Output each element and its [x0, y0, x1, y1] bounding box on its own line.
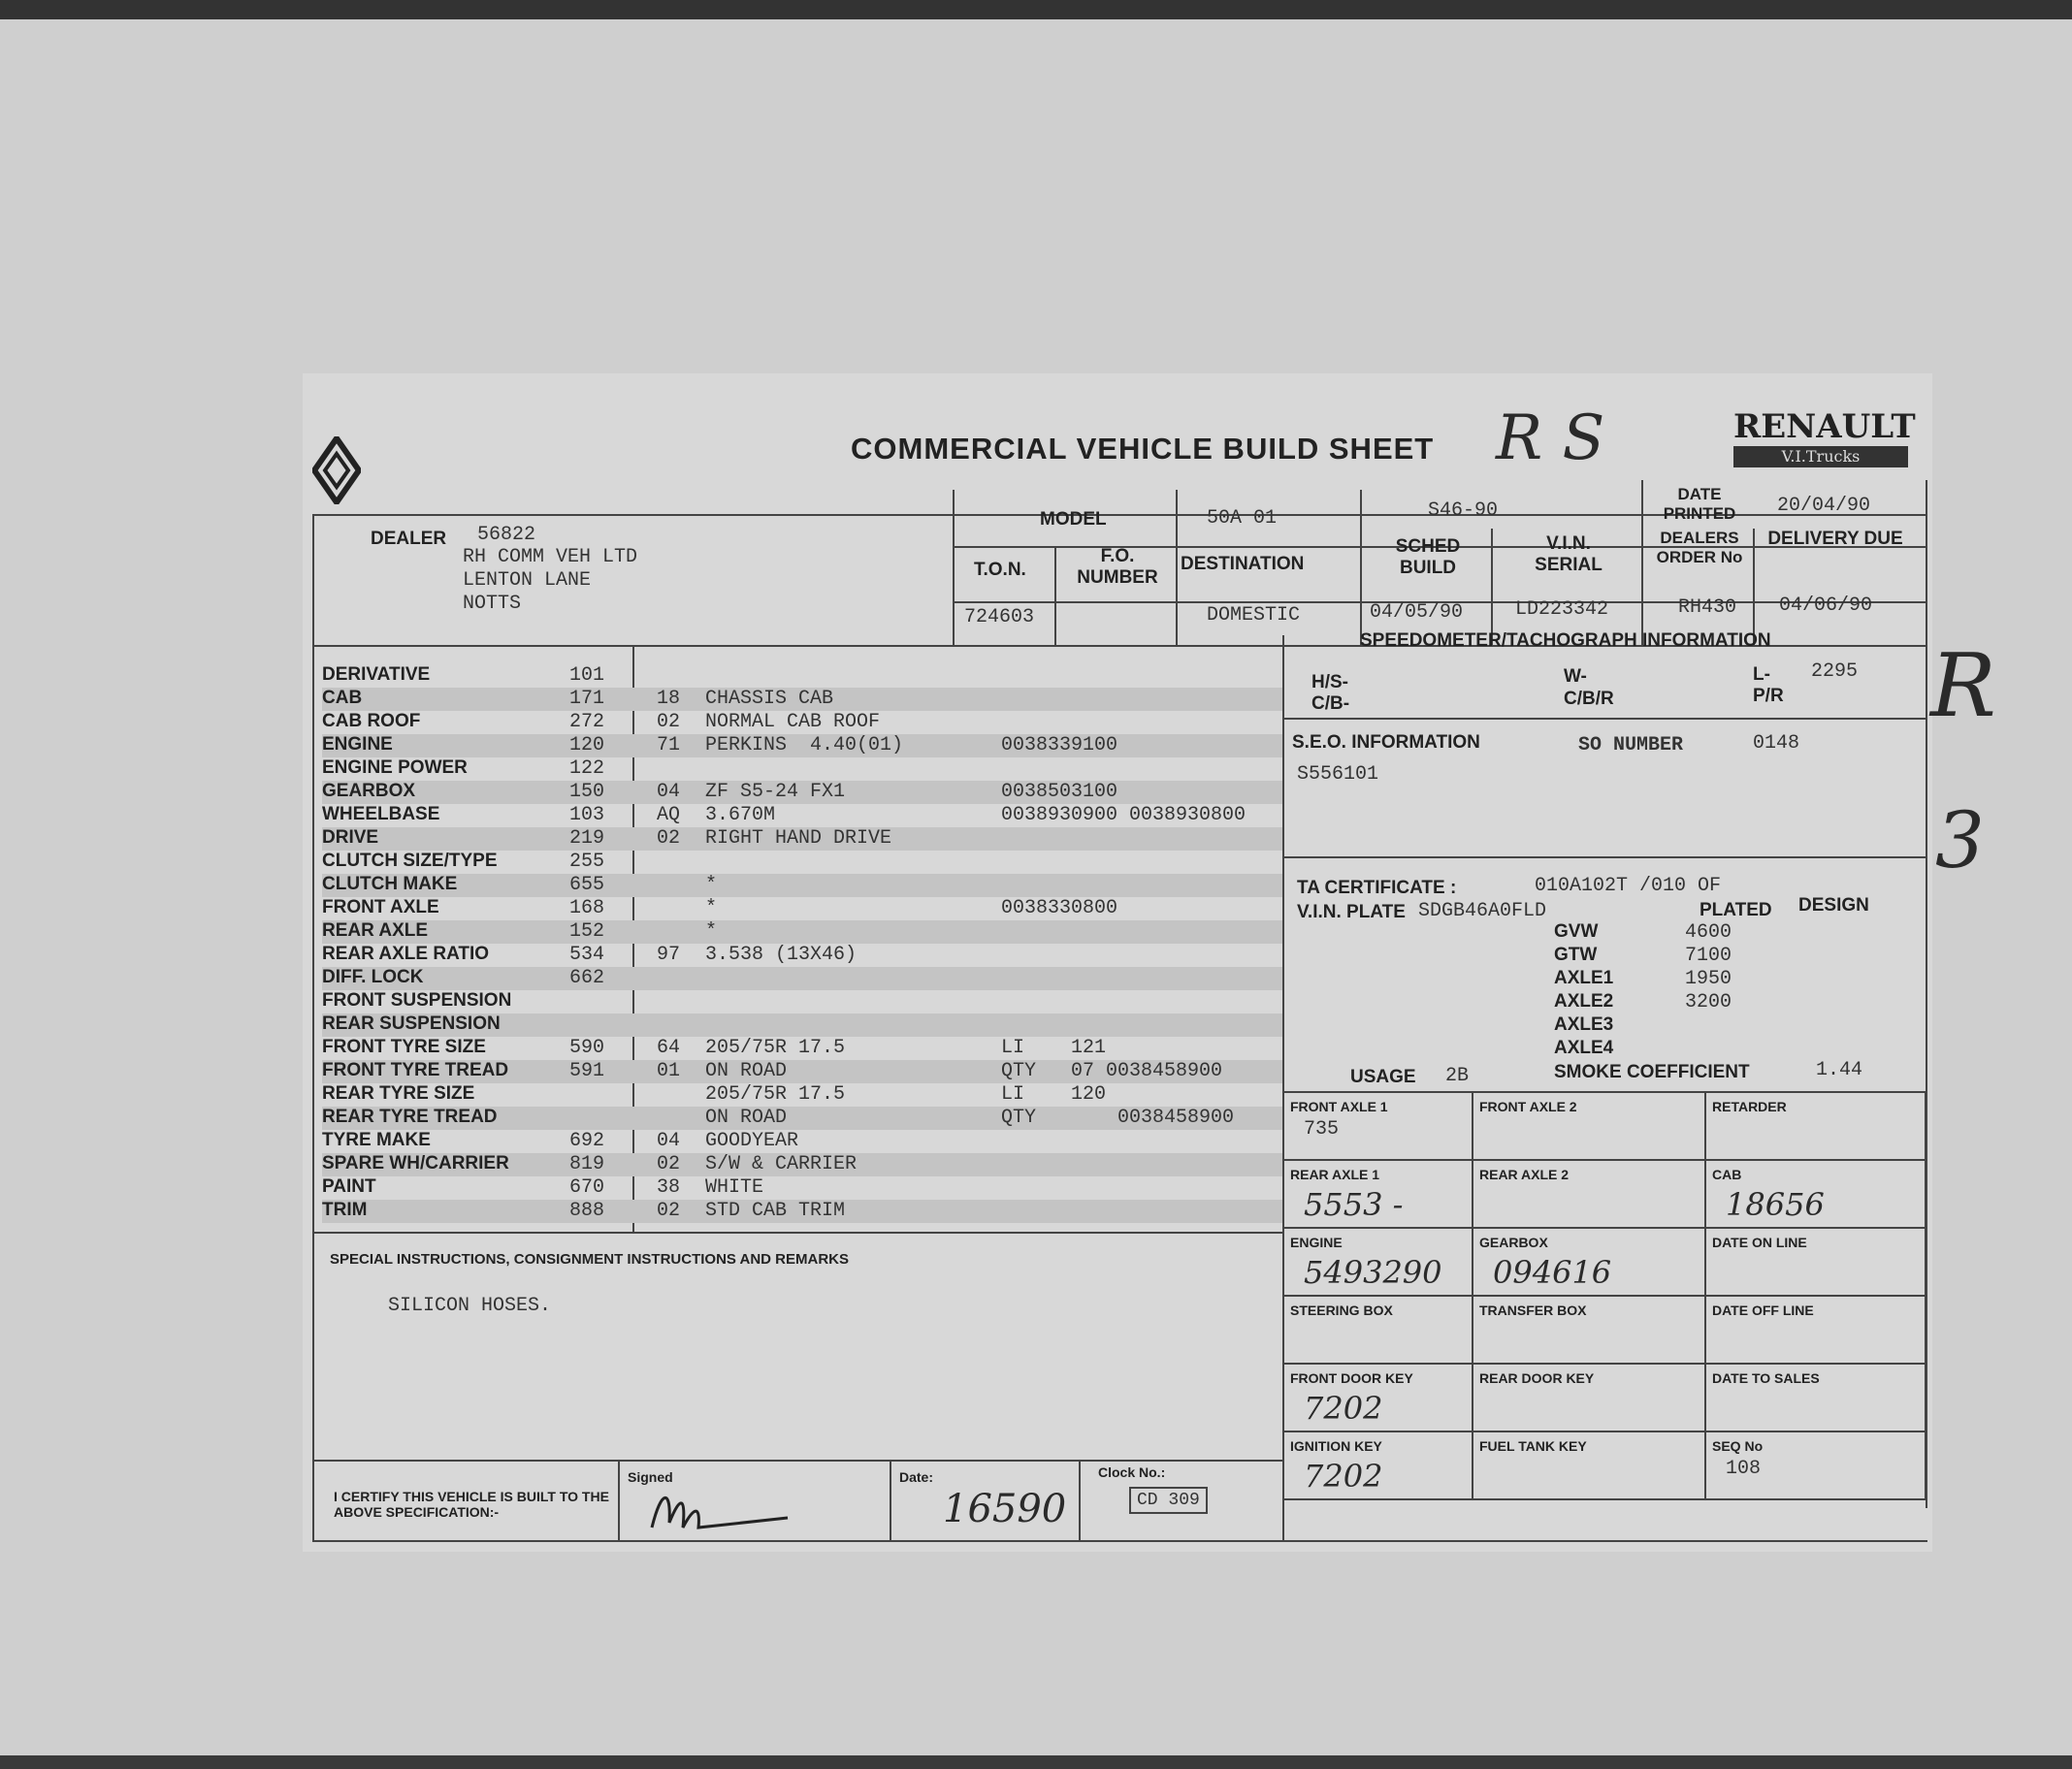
spec-option: 97: [657, 944, 681, 966]
spec-row: [322, 1176, 1282, 1200]
serial-cell: [1284, 1297, 1473, 1365]
speedo-pr: P/R: [1753, 686, 1784, 706]
spec-label: DERIVATIVE: [322, 664, 431, 685]
serial-label: REAR AXLE 1: [1290, 1167, 1380, 1182]
spec-row: [322, 1037, 1282, 1060]
spec-description: 205/75R 17.5: [705, 1083, 846, 1106]
serial-value: 108: [1726, 1458, 1762, 1480]
spec-label: DIFF. LOCK: [322, 967, 424, 987]
serial-label: REAR AXLE 2: [1479, 1167, 1570, 1182]
spec-label: CAB: [322, 688, 363, 708]
vin-plate-label: V.I.N. PLATE: [1297, 902, 1406, 922]
speedo-l-value: 2295: [1811, 660, 1859, 683]
grid-line: [1054, 546, 1056, 645]
spec-label: SPARE WH/CARRIER: [322, 1153, 509, 1174]
dealers-order-value: RH430: [1678, 596, 1737, 619]
serial-value: 18656: [1726, 1186, 1825, 1223]
ta-plate-value: 1950: [1685, 968, 1732, 990]
speedo-title: SPEEDOMETER/TACHOGRAPH INFORMATION: [1360, 630, 1771, 651]
usage-value: 2B: [1445, 1065, 1470, 1087]
spec-description: *: [705, 897, 718, 919]
spec-description: ON ROAD: [705, 1107, 788, 1129]
spec-description: ON ROAD: [705, 1060, 788, 1082]
sched-build-label: SCHED BUILD: [1395, 536, 1461, 578]
spec-part-number: QTY 0038458900: [1001, 1107, 1235, 1129]
serial-label: ENGINE: [1290, 1235, 1343, 1250]
spec-label: FRONT TYRE TREAD: [322, 1060, 509, 1080]
grid-line: [1360, 490, 1362, 645]
spec-description: 3.538 (13X46): [705, 944, 858, 966]
spec-row: [322, 1200, 1282, 1223]
spec-label: FRONT AXLE: [322, 897, 439, 917]
spec-code: 122: [569, 757, 605, 780]
date-value: 16590: [943, 1487, 1067, 1531]
spec-row: [322, 1107, 1282, 1130]
serial-cell: [1706, 1365, 1926, 1432]
model-label: MODEL: [1040, 509, 1107, 530]
grid-line: [312, 1232, 1282, 1234]
dealers-order-label: DEALERS ORDER No: [1656, 529, 1743, 566]
page-title: COMMERCIAL VEHICLE BUILD SHEET: [851, 432, 1435, 466]
serial-value: 5493290: [1304, 1254, 1442, 1291]
serial-cell: [1706, 1161, 1926, 1229]
scan-top-border: [0, 0, 2072, 19]
smoke-coefficient-value: 1.44: [1816, 1059, 1863, 1081]
vin-serial-value: LD223342: [1515, 598, 1609, 621]
spec-code: 103: [569, 804, 605, 826]
signature: [642, 1484, 797, 1537]
design-label: DESIGN: [1798, 895, 1869, 916]
spec-part-number: LI 121: [1001, 1037, 1107, 1059]
so-number-value: 0148: [1753, 732, 1800, 755]
spec-part-number: 0038503100: [1001, 781, 1118, 803]
margin-mark-r: R: [1930, 635, 1996, 737]
spec-part-number: 0038339100: [1001, 734, 1118, 756]
delivery-due-value: 04/06/90: [1779, 595, 1873, 617]
serial-cell: [1473, 1229, 1706, 1297]
seo-value: S556101: [1297, 763, 1379, 786]
ta-cert-label: TA CERTIFICATE :: [1297, 878, 1457, 898]
speedo-hs: H/S-: [1311, 672, 1348, 692]
spec-code: 590: [569, 1037, 605, 1059]
serial-value: 7202: [1304, 1390, 1383, 1427]
delivery-due-label: DELIVERY DUE: [1767, 529, 1903, 549]
spec-option: 64: [657, 1037, 681, 1059]
spec-code: 219: [569, 827, 605, 850]
grid-line: [1079, 1460, 1081, 1542]
spec-label: REAR AXLE RATIO: [322, 944, 490, 964]
speedo-cbr: C/B/R: [1564, 689, 1614, 709]
serial-label: TRANSFER BOX: [1479, 1303, 1587, 1318]
certify-text: I CERTIFY THIS VEHICLE IS BUILT TO THE ABOVE SPECIFICATION:-: [334, 1489, 609, 1520]
spec-row: [322, 920, 1282, 944]
spec-row: [322, 944, 1282, 967]
spec-option: 02: [657, 1153, 681, 1175]
spec-option: 02: [657, 1200, 681, 1222]
spec-label: REAR TYRE TREAD: [322, 1107, 498, 1127]
spec-part-number: 0038330800: [1001, 897, 1118, 919]
dealer-number: 56822: [477, 524, 536, 546]
ta-plate-label: AXLE4: [1554, 1038, 1614, 1058]
spec-row: [322, 967, 1282, 990]
serial-cell: [1706, 1229, 1926, 1297]
spec-label: PAINT: [322, 1176, 376, 1197]
spec-label: CLUTCH SIZE/TYPE: [322, 851, 498, 871]
serial-label: SEQ No: [1712, 1438, 1764, 1454]
vin-serial-label: V.I.N. SERIAL: [1535, 533, 1603, 575]
spec-option: 18: [657, 688, 681, 710]
serial-value: 094616: [1493, 1254, 1612, 1291]
spec-part-number: LI 120: [1001, 1083, 1107, 1106]
dealer-label: DEALER: [371, 529, 447, 549]
grid-line: [1282, 718, 1927, 720]
spec-label: FRONT SUSPENSION: [322, 990, 512, 1011]
spec-label: REAR AXLE: [322, 920, 429, 941]
spec-code: 670: [569, 1176, 605, 1199]
serial-cell: [1473, 1161, 1706, 1229]
date-printed-label: DATE PRINTED: [1663, 485, 1736, 523]
spec-row: [322, 1013, 1282, 1037]
spec-row: [322, 1060, 1282, 1083]
spec-row: [322, 1083, 1282, 1107]
spec-code: 171: [569, 688, 605, 710]
ton-label: T.O.N.: [974, 560, 1026, 580]
grid-line: [1641, 480, 1643, 645]
serial-label: REAR DOOR KEY: [1479, 1370, 1595, 1386]
spec-description: GOODYEAR: [705, 1130, 799, 1152]
spec-code: 152: [569, 920, 605, 943]
spec-label: CAB ROOF: [322, 711, 421, 731]
serial-cell: [1473, 1297, 1706, 1365]
model-value: 50A 01: [1207, 507, 1278, 530]
spec-label: FRONT TYRE SIZE: [322, 1037, 486, 1057]
spec-label: DRIVE: [322, 827, 379, 848]
spec-label: ENGINE POWER: [322, 757, 468, 778]
serial-label: DATE OFF LINE: [1712, 1303, 1814, 1318]
serial-cell: [1284, 1161, 1473, 1229]
grid-line: [953, 490, 955, 645]
spec-row: [322, 664, 1282, 688]
spec-row: [322, 757, 1282, 781]
ta-plate-label: GVW: [1554, 921, 1599, 942]
serial-cell: [1473, 1093, 1706, 1161]
spec-label: GEARBOX: [322, 781, 416, 801]
ta-plate-row: [1554, 945, 1767, 968]
sched-build-value: 04/05/90: [1370, 601, 1464, 624]
ta-plate-row: [1554, 921, 1767, 945]
serial-cell: [1706, 1297, 1926, 1365]
spec-row: [322, 874, 1282, 897]
spec-label: TYRE MAKE: [322, 1130, 431, 1150]
grid-line: [1491, 529, 1493, 645]
spec-row: [322, 711, 1282, 734]
destination-label: DESTINATION: [1181, 554, 1305, 574]
margin-mark-3: 3: [1935, 795, 1985, 885]
spec-option: 71: [657, 734, 681, 756]
serial-cell: [1706, 1432, 1926, 1500]
spec-description: CHASSIS CAB: [705, 688, 834, 710]
ta-plate-value: 7100: [1685, 945, 1732, 967]
serial-label: FUEL TANK KEY: [1479, 1438, 1587, 1454]
grid-line: [1176, 490, 1178, 645]
so-number-label: SO NUMBER: [1578, 734, 1684, 756]
brand-name: RENAULT: [1733, 407, 1916, 446]
spec-code: 150: [569, 781, 605, 803]
ta-plate-label: AXLE3: [1554, 1014, 1614, 1035]
speedo-w: W-: [1564, 666, 1587, 687]
spec-option: 01: [657, 1060, 681, 1082]
spec-code: 101: [569, 664, 605, 687]
spec-description: 3.670M: [705, 804, 776, 826]
grid-line: [890, 1460, 891, 1542]
fo-label: F.O. NUMBER: [1077, 546, 1158, 588]
ta-plate-label: AXLE1: [1554, 968, 1614, 988]
spec-code: 888: [569, 1200, 605, 1222]
serial-label: DATE TO SALES: [1712, 1370, 1820, 1386]
serial-label: FRONT DOOR KEY: [1290, 1370, 1413, 1386]
spec-row: [322, 827, 1282, 851]
spec-code: 662: [569, 967, 605, 989]
serial-label: FRONT AXLE 1: [1290, 1099, 1388, 1114]
serial-value: 5553 -: [1304, 1186, 1404, 1223]
vin-plate-value: SDGB46A0FLD: [1418, 900, 1547, 922]
ta-plate-row: [1554, 991, 1767, 1014]
serials-grid: [1284, 1093, 1926, 1500]
serial-value: 735: [1304, 1118, 1340, 1141]
serial-cell: [1473, 1365, 1706, 1432]
spec-code: 168: [569, 897, 605, 919]
spec-row: [322, 781, 1282, 804]
serial-cell: [1284, 1093, 1473, 1161]
serial-cell: [1706, 1093, 1926, 1161]
seo-label: S.E.O. INFORMATION: [1292, 732, 1480, 753]
ta-cert-value: 010A102T /010 OF: [1535, 875, 1722, 897]
grid-line: [312, 1460, 1282, 1462]
spec-description: 205/75R 17.5: [705, 1037, 846, 1059]
spec-description: ZF S5-24 FX1: [705, 781, 846, 803]
speedo-l: L-: [1753, 664, 1770, 685]
ta-plate-row: [1554, 1038, 1767, 1061]
spec-code: 819: [569, 1153, 605, 1175]
serial-label: GEARBOX: [1479, 1235, 1548, 1250]
build-sheet: [303, 373, 1932, 1552]
usage-label: USAGE: [1350, 1067, 1416, 1087]
ta-plate-label: AXLE2: [1554, 991, 1614, 1012]
spec-option: 02: [657, 711, 681, 733]
spec-option: 04: [657, 781, 681, 803]
spec-row: [322, 804, 1282, 827]
date-label: Date:: [899, 1469, 934, 1485]
spec-row: [322, 897, 1282, 920]
spec-row: [322, 734, 1282, 757]
grid-line: [618, 1460, 620, 1542]
handwritten-mark: R S: [1496, 402, 1605, 474]
dealer-name: RH COMM VEH LTD: [463, 546, 638, 568]
spec-part-number: QTY 07 0038458900: [1001, 1060, 1223, 1082]
spec-description: PERKINS 4.40(01): [705, 734, 904, 756]
serial-label: STEERING BOX: [1290, 1303, 1393, 1318]
serial-value: 7202: [1304, 1458, 1383, 1495]
special-instructions-value: SILICON HOSES.: [388, 1295, 552, 1317]
spec-part-number: 0038930900 0038930800: [1001, 804, 1246, 826]
spec-label: ENGINE: [322, 734, 393, 755]
spec-row: [322, 851, 1282, 874]
serial-cell: [1284, 1229, 1473, 1297]
ta-plate-value: 4600: [1685, 921, 1732, 944]
renault-diamond-logo: [312, 436, 361, 504]
serial-cell: [1473, 1432, 1706, 1500]
spec-label: REAR TYRE SIZE: [322, 1083, 475, 1104]
spec-option: 38: [657, 1176, 681, 1199]
spec-code: 655: [569, 874, 605, 896]
spec-row: [322, 1153, 1282, 1176]
spec-label: REAR SUSPENSION: [322, 1013, 501, 1034]
spec-option: 02: [657, 827, 681, 850]
ta-plate-table: [1554, 921, 1767, 1061]
scan-bottom-border: [0, 1755, 2072, 1769]
serial-label: RETARDER: [1712, 1099, 1787, 1114]
spec-table: [322, 664, 1282, 1223]
spec-row: [322, 990, 1282, 1013]
serial-cell: [1284, 1432, 1473, 1500]
brand-sub: V.I.Trucks: [1733, 446, 1908, 467]
serial-label: DATE ON LINE: [1712, 1235, 1807, 1250]
smoke-coefficient-label: SMOKE COEFFICIENT: [1554, 1062, 1750, 1082]
dealer-county: NOTTS: [463, 593, 522, 615]
spec-code: 272: [569, 711, 605, 733]
spec-code: 692: [569, 1130, 605, 1152]
ta-plate-row: [1554, 968, 1767, 991]
grid-line: [1282, 856, 1927, 858]
special-instructions-label: SPECIAL INSTRUCTIONS, CONSIGNMENT INSTRUCTIONS AND REMARKS: [330, 1251, 850, 1268]
dealer-street: LENTON LANE: [463, 569, 592, 592]
ta-plate-value: 3200: [1685, 991, 1732, 1013]
spec-description: NORMAL CAB ROOF: [705, 711, 881, 733]
frame-bottom: [312, 1540, 1927, 1542]
spec-option: AQ: [657, 804, 681, 826]
serial-label: FRONT AXLE 2: [1479, 1099, 1577, 1114]
spec-code: 591: [569, 1060, 605, 1082]
spec-row: [322, 688, 1282, 711]
frame-left: [312, 514, 314, 1542]
spec-description: RIGHT HAND DRIVE: [705, 827, 892, 850]
speedo-cb: C/B-: [1311, 693, 1350, 714]
clock-label: Clock No.:: [1098, 1464, 1166, 1480]
spec-code: 255: [569, 851, 605, 873]
spec-label: CLUTCH MAKE: [322, 874, 458, 894]
grid-line: [1753, 529, 1755, 645]
spec-label: TRIM: [322, 1200, 368, 1220]
spec-row: [322, 1130, 1282, 1153]
ta-plate-label: GTW: [1554, 945, 1598, 965]
destination-value: DOMESTIC: [1207, 604, 1301, 627]
serial-cell: [1284, 1365, 1473, 1432]
spec-code: 534: [569, 944, 605, 966]
date-printed-value: 20/04/90: [1777, 495, 1871, 517]
signed-label: Signed: [628, 1469, 673, 1485]
spec-label: WHEELBASE: [322, 804, 440, 824]
clock-stamp: CD 309: [1129, 1487, 1208, 1514]
serial-label: CAB: [1712, 1167, 1742, 1182]
spec-option: 04: [657, 1130, 681, 1152]
ta-plate-row: [1554, 1014, 1767, 1038]
renault-brand-logo: [1733, 407, 1916, 470]
spec-description: STD CAB TRIM: [705, 1200, 846, 1222]
spec-description: S/W & CARRIER: [705, 1153, 858, 1175]
ton-value: 724603: [964, 606, 1035, 628]
model-code: S46-90: [1428, 499, 1499, 522]
spec-description: *: [705, 874, 718, 896]
spec-description: WHITE: [705, 1176, 764, 1199]
serial-label: IGNITION KEY: [1290, 1438, 1382, 1454]
spec-code: 120: [569, 734, 605, 756]
plated-label: PLATED: [1700, 900, 1772, 920]
spec-description: *: [705, 920, 718, 943]
